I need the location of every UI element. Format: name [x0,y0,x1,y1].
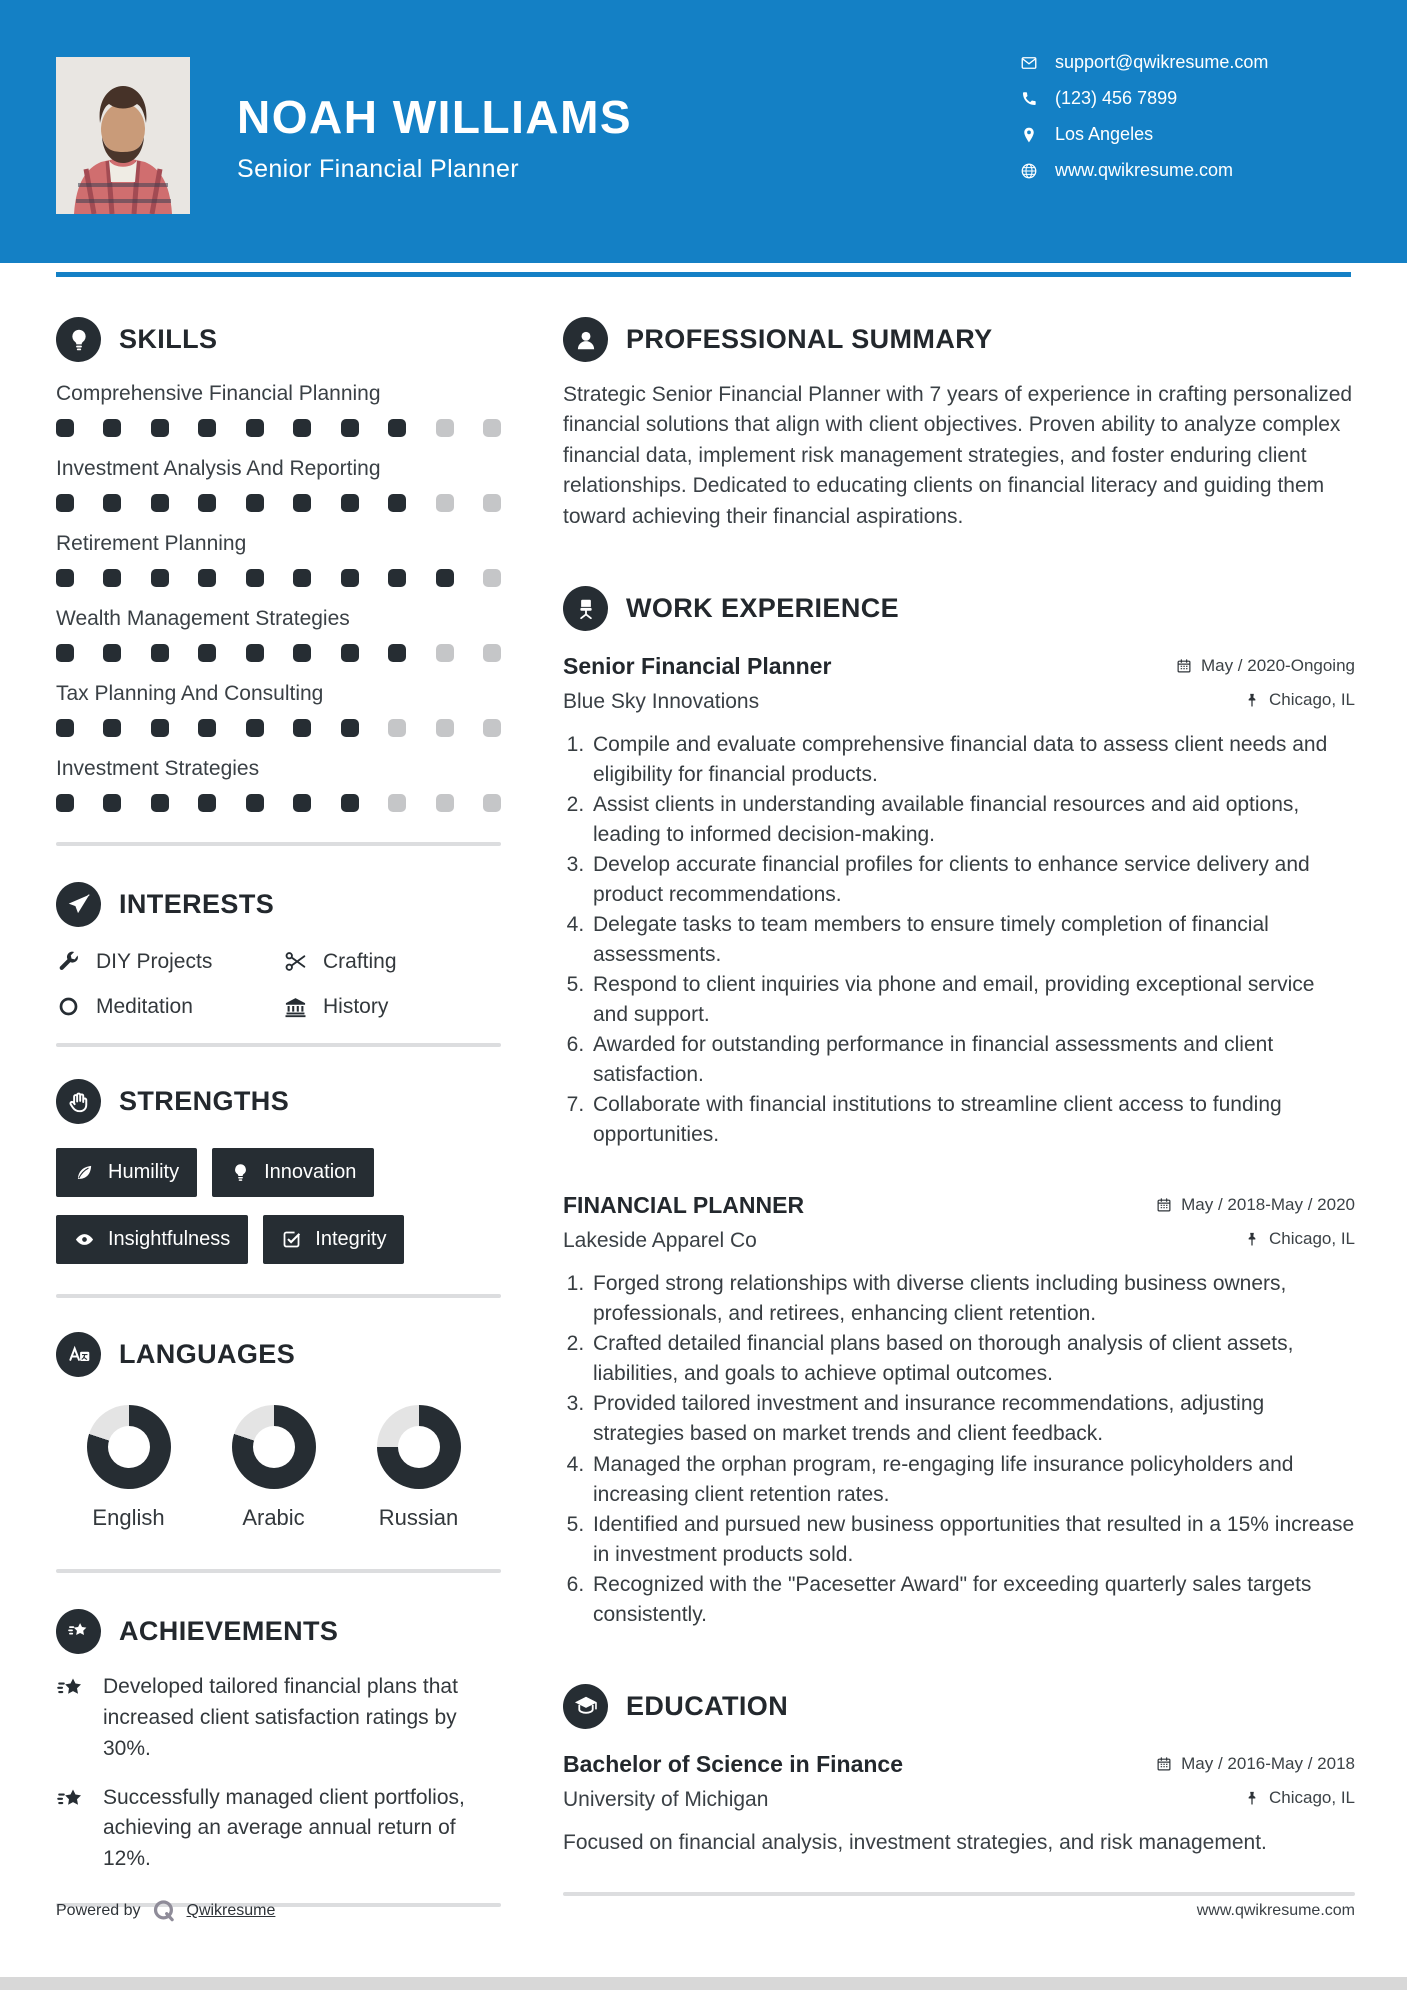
summary-heading: PROFESSIONAL SUMMARY [626,324,993,354]
skill-dot [246,794,264,812]
interests-list [56,949,501,1019]
skill-dot [436,644,454,662]
summary-header [563,317,1355,362]
language-donut-chart [232,1405,316,1489]
skill-label: Investment Strategies [56,757,260,780]
language-item [56,1405,201,1531]
job-entry [563,1192,1355,1629]
achievements-heading: ACHIEVEMENTS [119,1616,339,1646]
interest-item [283,949,501,974]
strengths-heading: STRENGTHS [119,1086,290,1116]
office-chair-icon [563,586,608,631]
skill-dot [198,644,216,662]
achievement-text: Successfully managed client portfolios, achieving an average annual return of 12%. [103,1785,465,1871]
skill-dot [246,644,264,662]
achievements-header [56,1609,501,1654]
skill-dot [293,644,311,662]
skill-dot [151,494,169,512]
strength-label: Innovation [264,1161,357,1183]
skill-dot [103,794,121,812]
interest-item [56,994,283,1019]
skill-dot [198,794,216,812]
skill-dot [293,494,311,512]
pushpin-icon [1244,1231,1260,1247]
job-dates [1176,656,1355,676]
skill-dot [246,569,264,587]
skill-dot [293,794,311,812]
museum-icon [283,994,308,1019]
section-divider [563,1892,1355,1896]
job-bullet: 2. Assist clients in understanding available financial resources and aid options, leading to informed decision-making. [590,790,1355,850]
skill-dot [483,794,501,812]
skill-dot [483,569,501,587]
job-bullet: 4. Delegate tasks to team members to ensure timely completion of financial assessments. [590,910,1355,970]
education-location-text: Chicago, IL [1269,1787,1355,1807]
skill-item [56,607,501,662]
skill-dot [483,419,501,437]
eye-icon [74,1229,95,1250]
interest-label: History [323,994,389,1018]
skill-rating [56,494,501,512]
skill-dot [436,494,454,512]
education-school: University of Michigan [563,1787,769,1811]
wrench-icon [56,949,81,974]
graduation-cap-icon [563,1684,608,1729]
skill-item [56,757,501,812]
job-bullet: 1. Forged strong relationships with diverse clients including business owners, professionals, and retirees, enhancing client retention. [590,1269,1355,1329]
skill-dot [341,794,359,812]
person-name: NOAH WILLIAMS [237,91,633,143]
skill-dot [293,569,311,587]
content [0,277,1407,1907]
contact-text: support@qwikresume.com [1055,52,1269,72]
education-dates [1156,1754,1355,1774]
languages-heading: LANGUAGES [119,1339,296,1369]
job-dates-text: May / 2018-May / 2020 [1181,1195,1355,1215]
job-bullet: 4. Managed the orphan program, re-engaging life insurance policyholders and increasing client retention rates. [590,1450,1355,1510]
skill-dot [151,794,169,812]
contact-item[interactable] [1020,52,1268,73]
fist-icon [56,1079,101,1124]
location-pin-icon [1020,126,1038,144]
job-location [1244,690,1355,710]
section-divider [56,1569,501,1573]
phone-icon [1020,90,1038,108]
skill-dot [56,644,74,662]
skill-dot [246,419,264,437]
skill-dot [388,644,406,662]
skill-dot [341,419,359,437]
skill-rating [56,719,501,737]
skill-dot [103,419,121,437]
job-bullets [563,1269,1355,1629]
job-location-text: Chicago, IL [1269,690,1355,710]
job-bullet: 6. Awarded for outstanding performance in financial assessments and client satisfaction. [590,1030,1355,1090]
job-location [1244,1229,1355,1249]
skill-dot [293,419,311,437]
skill-dot [388,719,406,737]
skill-dot [341,644,359,662]
skill-label: Retirement Planning [56,532,247,555]
achievement-item [56,1783,501,1876]
work-header [563,586,1355,631]
job-bullet: 7. Collaborate with financial institutions to streamline client access to funding opportunities. [590,1090,1355,1150]
translate-icon [56,1332,101,1377]
qwikresume-link[interactable]: Qwikresume [186,1902,276,1919]
section-divider [56,842,501,846]
skill-dot [436,569,454,587]
skill-dot [293,719,311,737]
job-bullets [563,730,1355,1150]
skill-dot [56,494,74,512]
skill-dot [198,569,216,587]
calendar-icon [1156,1197,1172,1213]
strength-label: Insightfulness [108,1228,231,1250]
shooting-star-icon [56,1785,86,1815]
job-bullet: 5. Respond to client inquiries via phone and email, providing exceptional service and support. [590,970,1355,1030]
skill-dot [388,794,406,812]
skills-header [56,317,501,362]
skill-dot [246,719,264,737]
job-bullet: 1. Compile and evaluate comprehensive financial data to assess client needs and eligibility for financial products. [590,730,1355,790]
interest-label: Crafting [323,949,397,973]
job-bullet: 2. Crafted detailed financial plans based on thorough analysis of client assets, liabilities, and goals to achieve optimal outcomes. [590,1329,1355,1389]
skill-dot [198,719,216,737]
job-bullet: 3. Provided tailored investment and insurance recommendations, adjusting strategies based on market trends and client feedback. [590,1389,1355,1449]
interest-item [56,949,283,974]
skill-dot [388,419,406,437]
left-column [56,277,501,1907]
work-heading: WORK EXPERIENCE [626,593,900,624]
skill-dot [388,494,406,512]
language-item [201,1405,346,1531]
education-location [1244,1788,1355,1808]
skill-label: Tax Planning And Consulting [56,682,324,705]
mail-icon [1020,54,1038,72]
contact-text: www.qwikresume.com [1055,160,1234,180]
skill-dot [56,794,74,812]
languages-section [56,1332,501,1573]
education-entry [563,1751,1355,1858]
page-bottom-edge [0,1977,1407,1990]
education-description: Focused on financial analysis, investment strategies, and risk management. [563,1830,1267,1854]
skill-dot [56,719,74,737]
contact-text: (123) 456 7899 [1055,88,1178,108]
interests-heading: INTERESTS [119,889,275,919]
calendar-icon [1156,1756,1172,1772]
achievements-section [56,1609,501,1907]
contact-item[interactable] [1020,88,1268,109]
skill-dot [151,644,169,662]
skill-dot [151,719,169,737]
job-entry [563,653,1355,1150]
strength-chip [56,1148,197,1197]
skill-dot [151,569,169,587]
ring-icon [56,994,81,1019]
strength-label: Integrity [315,1228,387,1250]
languages-list [56,1405,501,1531]
pushpin-icon [1244,1790,1260,1806]
skill-dot [198,494,216,512]
profile-photo-illustration [56,57,190,214]
job-bullet: 6. Recognized with the "Pacesetter Award" for exceeding quarterly sales targets consistently. [590,1570,1355,1630]
education-degree: Bachelor of Science in Finance [563,1750,903,1777]
skill-item [56,457,501,512]
identity-block [237,92,632,184]
strength-label: Humility [108,1161,180,1183]
skill-dot [436,719,454,737]
star-medal-icon [56,1609,101,1654]
interest-label: DIY Projects [96,949,213,973]
language-item [346,1405,491,1531]
skill-dot [198,419,216,437]
skill-dot [483,644,501,662]
job-title: Senior Financial Planner [563,653,832,680]
strength-chip [263,1215,404,1264]
powered-by-text: Powered by [56,1902,141,1919]
scissors-icon [283,949,308,974]
skill-dot [341,719,359,737]
skill-dot [103,719,121,737]
skills-section [56,317,501,846]
interest-item [283,994,501,1019]
contact-text: Los Angeles [1055,124,1154,144]
interest-label: Meditation [96,994,193,1018]
achievement-item [56,1672,501,1765]
qwikresume-logo-icon [151,1898,177,1924]
language-label: Arabic [242,1505,305,1530]
strength-chip [212,1148,374,1197]
skill-dot [103,494,121,512]
section-divider [56,1043,501,1047]
skill-dot [246,494,264,512]
paper-plane-icon [56,882,101,927]
job-dates [1156,1195,1355,1215]
person-icon [563,317,608,362]
skill-item [56,382,501,437]
work-section [563,586,1355,1629]
skill-dot [103,644,121,662]
globe-icon [1020,162,1038,180]
skill-rating [56,419,501,437]
achievement-text: Developed tailored financial plans that increased client satisfaction ratings by 30%. [103,1675,458,1760]
skill-rating [56,569,501,587]
pushpin-icon [1244,692,1260,708]
education-heading: EDUCATION [626,1690,789,1721]
skills-list [56,382,501,812]
right-column [563,277,1355,1907]
skill-dot [436,419,454,437]
language-label: Russian [378,1505,459,1530]
strengths-header [56,1079,501,1124]
shooting-star-icon [56,1674,86,1704]
education-section [563,1684,1355,1896]
lightbulb-icon [56,317,101,362]
skill-label: Investment Analysis And Reporting [56,457,381,480]
bulb-icon [230,1162,251,1183]
job-company: Lakeside Apparel Co [563,1229,757,1253]
skill-label: Comprehensive Financial Planning [56,382,381,405]
language-donut-chart [87,1405,171,1489]
language-label: English [92,1505,165,1530]
job-company: Blue Sky Innovations [563,690,760,714]
skills-heading: SKILLS [119,324,218,354]
footer-site-url[interactable]: www.qwikresume.com [1196,1902,1355,1919]
section-divider [56,1294,501,1298]
interests-section [56,882,501,1047]
language-donut-chart [377,1405,461,1489]
languages-header [56,1332,501,1377]
contact-item[interactable] [1020,160,1268,181]
skill-dot [341,494,359,512]
education-dates-text: May / 2016-May / 2018 [1181,1753,1355,1773]
skill-dot [56,419,74,437]
contact-item[interactable] [1020,124,1268,145]
jobs-list [563,653,1355,1629]
leaf-icon [74,1162,95,1183]
skill-dot [103,569,121,587]
header [0,0,1407,263]
skill-dot [483,494,501,512]
check-square-icon [281,1229,302,1250]
skill-dot [436,794,454,812]
profile-photo [56,57,190,214]
skill-dot [483,719,501,737]
summary-section [563,317,1355,532]
achievements-list [56,1672,501,1875]
skill-dot [388,569,406,587]
summary-text: Strategic Senior Financial Planner with 7 years of experience in crafting personalized financial solutions that align with client objectives. Proven ability to analyze complex financial data, implement risk management strategies, and foster enduring client relationships. Dedicated to educating clients on financial literacy and guiding them toward achieving their financial aspirations. [563,383,1353,528]
contact-list [1020,52,1268,196]
strengths-section [56,1079,501,1298]
job-bullet: 5. Identified and pursued new business opportunities that resulted in a 15% increase in investment products sold. [590,1510,1355,1570]
education-header [563,1684,1355,1729]
interests-header [56,882,501,927]
skill-item [56,682,501,737]
skill-dot [341,569,359,587]
powered-by [56,1898,275,1924]
skill-dot [56,569,74,587]
skill-rating [56,644,501,662]
job-bullet: 3. Develop accurate financial profiles for clients to enhance service delivery and product recommendations. [590,850,1355,910]
strengths-list [56,1148,501,1282]
job-title: FINANCIAL PLANNER [563,1192,805,1219]
skill-rating [56,794,501,812]
person-title: Senior Financial Planner [237,154,519,183]
skill-label: Wealth Management Strategies [56,607,350,630]
strength-chip [56,1215,248,1264]
calendar-icon [1176,658,1192,674]
skill-item [56,532,501,587]
skill-dot [151,419,169,437]
footer [56,1898,1355,1924]
job-location-text: Chicago, IL [1269,1229,1355,1249]
job-dates-text: May / 2020-Ongoing [1200,656,1355,676]
